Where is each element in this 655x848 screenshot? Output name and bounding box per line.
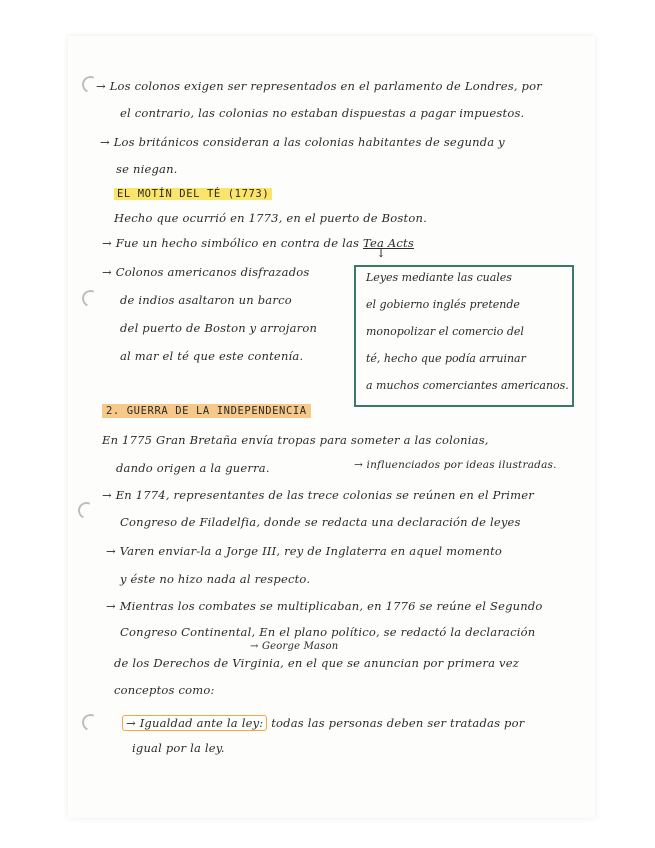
note-line: → En 1774, representantes de las trece colonias se reúnen en el Primer: [102, 488, 534, 502]
heading-highlight: 2. GUERRA DE LA INDEPENDENCIA: [102, 404, 311, 418]
definition-box: [354, 265, 574, 407]
box-line: té, hecho que podía arruinar: [366, 352, 526, 365]
note-text: → Fue un hecho simbólico en contra de las: [102, 236, 360, 250]
note-line: de los Derechos de Virginia, en el que se anuncian por primera vez: [114, 656, 519, 670]
note-line: al mar el té que este contenía.: [120, 349, 304, 363]
section-heading: [102, 403, 311, 417]
punch-hole-icon: [76, 500, 98, 522]
note-line: Congreso Continental, En el plano político, se redactó la declaración: [120, 625, 536, 639]
note-line: → Varen enviar-la a Jorge III, rey de Inglaterra en aquel momento: [106, 544, 503, 558]
note-text: todas las personas deben ser tratadas por: [271, 716, 525, 730]
box-line: el gobierno inglés pretende: [366, 298, 520, 311]
note-line: → Los colonos exigen ser representados en el parlamento de Londres, por: [96, 79, 542, 93]
note-line: conceptos como:: [114, 683, 215, 697]
note-line: el contrario, las colonias no estaban dispuestas a pagar impuestos.: [120, 106, 525, 120]
side-note: → George Mason: [250, 641, 339, 652]
punch-hole-icon: [80, 712, 102, 734]
box-line: a muchos comerciantes americanos.: [366, 379, 569, 392]
note-line: Congreso de Filadelfia, donde se redacta una declaración de leyes: [120, 515, 521, 529]
note-line: [122, 716, 524, 730]
note-line: → Los británicos consideran a las colonias habitantes de segunda y: [100, 135, 505, 149]
box-line: monopolizar el comercio del: [366, 325, 524, 338]
notebook-page: [68, 36, 595, 818]
note-line: dando origen a la guerra.: [116, 461, 270, 475]
underlined-term: Tea Acts: [362, 236, 414, 250]
note-line: del puerto de Boston y arrojaron: [120, 321, 318, 335]
punch-hole-icon: [80, 288, 102, 310]
note-line: [102, 236, 414, 250]
note-line: → Mientras los combates se multiplicaban, en 1776 se reúne el Segundo: [106, 599, 543, 613]
note-line: igual por la ley.: [132, 741, 225, 755]
box-line: Leyes mediante las cuales: [366, 271, 512, 284]
note-line: En 1775 Gran Bretaña envía tropas para someter a las colonias,: [102, 433, 489, 447]
note-line: se niegan.: [116, 162, 178, 176]
note-line: y éste no hizo nada al respecto.: [120, 572, 311, 586]
arrow-down-icon: ↓: [376, 246, 387, 260]
note-line: Hecho que ocurrió en 1773, en el puerto de Boston.: [114, 211, 427, 225]
section-heading: [114, 186, 272, 200]
heading-highlight: EL MOTÍN DEL TÉ (1773): [114, 188, 272, 200]
note-line: → Colonos americanos disfrazados: [102, 265, 310, 279]
note-line: de indios asaltaron un barco: [120, 293, 292, 307]
highlighted-term: → Igualdad ante la ley:: [122, 715, 267, 731]
side-note: → influenciados por ideas ilustradas.: [354, 459, 557, 471]
